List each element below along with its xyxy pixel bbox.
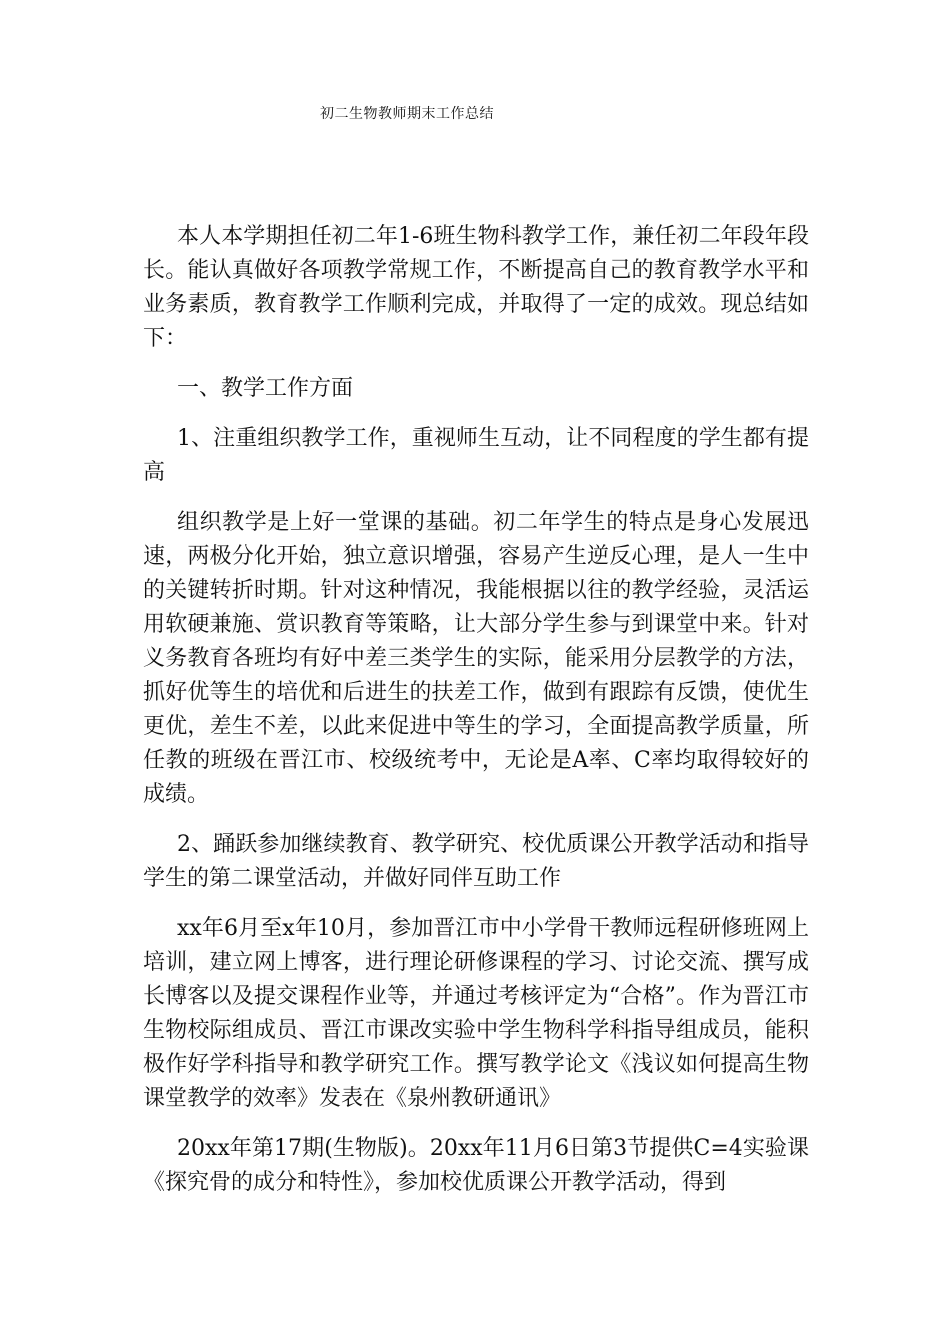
subheading-continuing-education: 2、踊跃参加继续教育、教学研究、校优质课公开教学活动和指导学生的第二课堂活动，并做好同伴互助工作 (143, 832, 809, 891)
document-body (143, 220, 809, 1216)
paragraph-publication: 20xx年第17期(生物版)。20xx年11月6日第3节提供C=4实验课《探究骨的成分和特性》，参加校优质课公开教学活动，得到 (143, 1136, 809, 1195)
section-heading-teaching: 一、教学工作方面 (177, 376, 354, 401)
paragraph-remote-training: xx年6月至x年10月，参加晋江市中小学骨干教师远程研修班网上培训，建立网上博客，进行理论研修课程的学习、讨论交流、撰写成长博客以及提交课程作业等，并通过考核评定为“合格”。作为晋江市生物校际组成员、晋江市课改实验中学生物科学科指导组成员，能积极作好学科指导和教学研究工作。撰写教学论文《浅议如何提高生物课堂教学的效率》发表在《泉州教研通讯》 (143, 916, 809, 1111)
paragraph-organize-teaching: 组织教学是上好一堂课的基础。初二年学生的特点是身心发展迅速，两极分化开始，独立意识增强，容易产生逆反心理，是人一生中的关键转折时期。针对这种情况，我能根据以往的教学经验，灵活运用软硬兼施、赏识教育等策略，让大部分学生参与到课堂中来。针对义务教育各班均有好中差三类学生的实际，能采用分层教学的方法，抓好优等生的培优和后进生的扶差工作，做到有跟踪有反馈，使优生更优，差生不差，以此来促进中等生的学习，全面提高教学质量，所任教的班级在晋江市、校级统考中，无论是A率、C率均取得较好的成绩。 (143, 510, 809, 807)
subheading-organize-teaching: 1、注重组织教学工作，重视师生互动，让不同程度的学生都有提高 (143, 426, 809, 485)
document-title: 初二生物教师期末工作总结 (320, 106, 494, 122)
paragraph-intro: 本人本学期担任初二年1-6班生物科教学工作，兼任初二年段年段长。能认真做好各项教学常规工作，不断提高自己的教育教学水平和业务素质，教育教学工作顺利完成，并取得了一定的成效。现总结如下： (143, 224, 809, 351)
